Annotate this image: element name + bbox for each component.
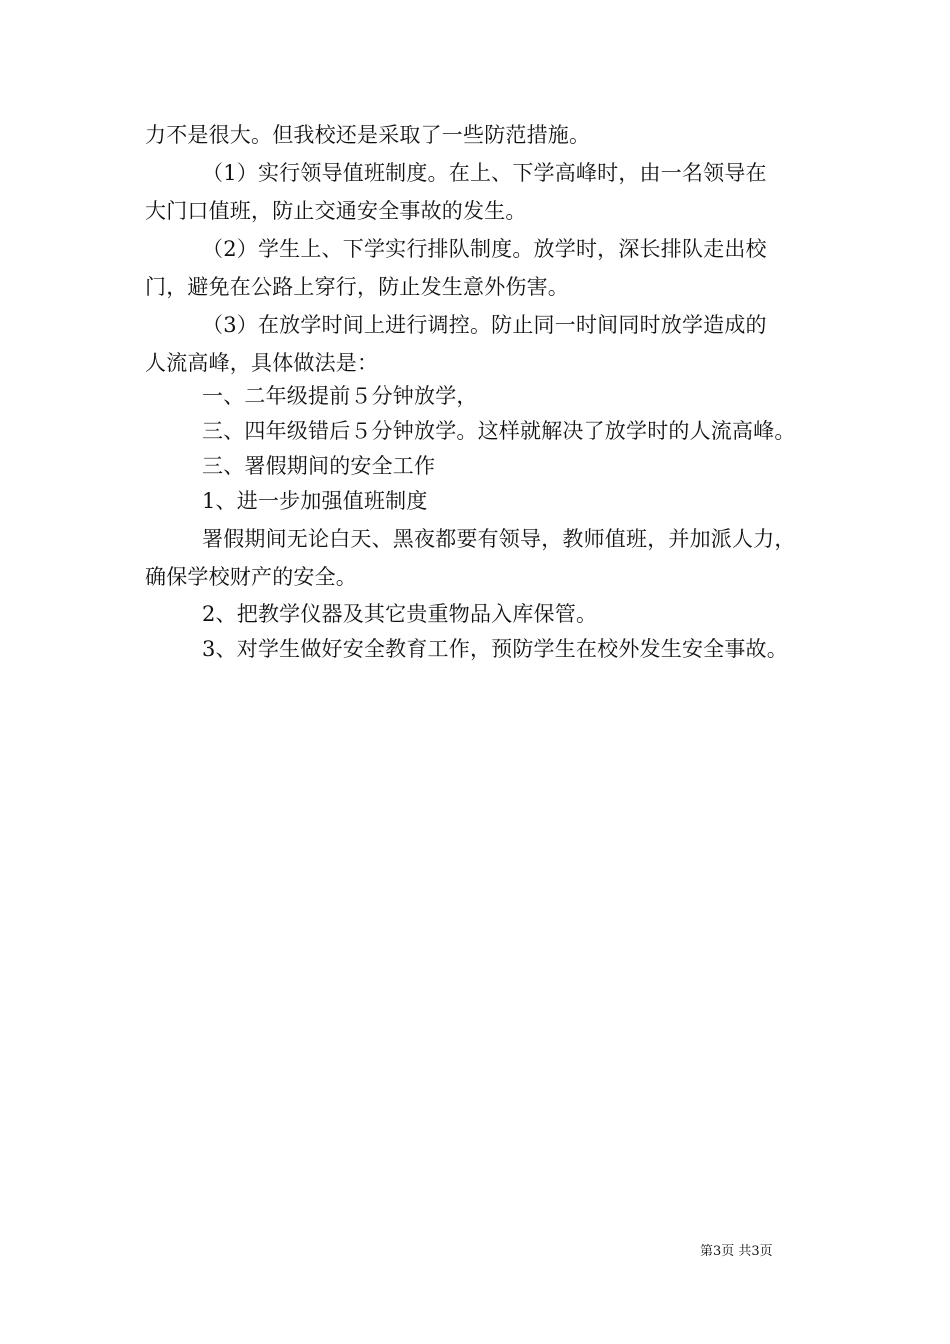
paragraph-line-5: 门，避免在公路上穿行，防止发生意外伤害。: [145, 275, 569, 299]
paragraph-line-8: 一、二年级提前５分钟放学，: [202, 384, 478, 408]
paragraph-line-9: 三、四年级错后５分钟放学。这样就解决了放学时的人流高峰。: [202, 419, 796, 443]
subsection-heading-1: 1、进一步加强值班制度: [202, 489, 428, 513]
paragraph-line-7: 人流高峰，具体做法是：: [145, 351, 379, 375]
paragraph-line-12: 署假期间无论白天、黑夜都要有领导，教师值班，并加派人力，: [202, 527, 796, 551]
list-item-2: 2、把教学仪器及其它贵重物品入库保管。: [202, 602, 598, 626]
paragraph-line-2: （1）实行领导值班制度。在上、下学高峰时，由一名领导在: [202, 161, 767, 185]
paragraph-line-4: （2）学生上、下学实行排队制度。放学时，深长排队走出校: [202, 237, 767, 261]
list-item-3: 3、对学生做好安全教育工作，预防学生在校外发生安全事故。: [202, 637, 788, 661]
paragraph-line-1: 力不是很大。但我校还是采取了一些防范措施。: [145, 123, 591, 147]
paragraph-line-13: 确保学校财产的安全。: [145, 565, 357, 589]
paragraph-line-6: （3）在放学时间上进行调控。防止同一时间同时放学造成的: [202, 313, 767, 337]
paragraph-line-3: 大门口值班，防止交通安全事故的发生。: [145, 199, 527, 223]
page-number-footer: 第3页 共3页: [700, 1244, 773, 1259]
section-heading: 三、署假期间的安全工作: [202, 454, 436, 478]
